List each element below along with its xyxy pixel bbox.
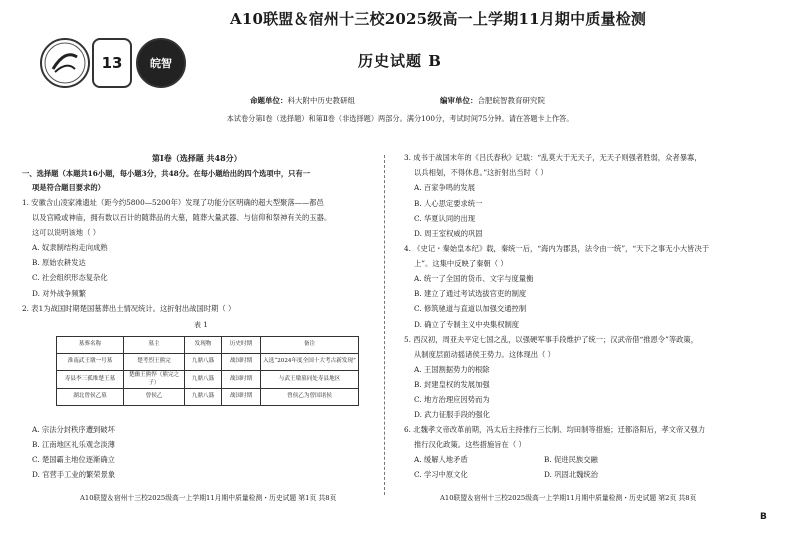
exam-note: 本试卷分第Ⅰ卷（选择题）和第Ⅱ卷（非选择题）两部分。满分100分，考试时间75分钟。请在答题卡上作答。 — [226, 114, 574, 123]
q1-stem-1: 1. 安徽含山凌家滩遗址（距今约5800—5200年）发现了功能分区明确的超大型聚落——都邑 — [22, 198, 324, 207]
q1-option-a: A. 奴隶制结构走向成熟 — [32, 243, 108, 252]
tomb-table — [56, 336, 359, 406]
editor-label: 编审单位： — [440, 96, 478, 105]
q1-option-c: C. 社会组织形态复杂化 — [32, 273, 108, 282]
q3-option-d: D. 周王室权威的巩固 — [414, 229, 483, 238]
table-header: 墓葬名称 — [57, 337, 124, 354]
q1-stem-3: 这可以说明该地（ ） — [32, 228, 100, 237]
exam-subject: 历史试题 B — [358, 52, 442, 70]
q4-option-d: D. 确立了专制主义中央集权制度 — [414, 320, 520, 329]
q5-option-d: D. 武力征服手段的强化 — [414, 410, 490, 419]
q5-stem-1: 5. 西汉初，周亚夫平定七国之乱，以强硬军事手段维护了统一；汉武帝借“推恩令”等政策， — [404, 335, 699, 344]
q1-option-b: B. 原始农耕发达 — [32, 258, 86, 267]
q6-option-d: D. 巩固北魏统治 — [544, 470, 599, 479]
q2-option-d: D. 官营手工业的繁荣景象 — [32, 470, 116, 479]
q5-stem-2: 从制度层面动摇诸侯王势力。这体现出（ ） — [414, 350, 555, 359]
q4-option-b: B. 建立了通过考试选拔官吏的制度 — [414, 289, 527, 298]
proposer-value: 科大附中历史教研组 — [287, 96, 355, 105]
exam-title: A10联盟＆宿州十三校2025级高一上学期11月期中质量检测 — [230, 10, 647, 28]
q6-stem-2: 推行汉化政策。这些措施旨在（ ） — [414, 440, 526, 449]
q2-option-a: A. 宗法分封秩序遭到破坏 — [32, 425, 115, 434]
table-cell: 与武王墩墓同处寿县地区 — [261, 371, 359, 389]
table-cell: 曾侯乙 — [124, 389, 185, 406]
table-cell: 战国时期 — [222, 354, 261, 371]
table-cell: 曾侯乙为曾国诸侯 — [261, 389, 359, 406]
q6-option-b: B. 促进民族交融 — [544, 455, 598, 464]
q3-stem-2: 以兵相刬，不得休息。”这折射出当时（ ） — [414, 168, 548, 177]
table-cell: 淮南武王墩一号墓 — [57, 354, 124, 371]
editor-value: 合肥皖智教育研究院 — [477, 96, 545, 105]
table-cell: 战国时期 — [222, 389, 261, 406]
q6-option-c: C. 学习中原文化 — [414, 470, 468, 479]
q4-stem-2: 上”。这集中反映了秦朝（ ） — [414, 259, 508, 268]
right-page-footer: A10联盟＆宿州十三校2025级高一上学期11月期中质量检测・历史试题 第2页 共8页 — [440, 494, 697, 502]
table-header-row — [57, 337, 359, 354]
q3-option-c: C. 华夏认同的出现 — [414, 214, 476, 223]
table-header: 历史时期 — [222, 337, 261, 354]
q5-option-a: A. 王国割据势力的根除 — [414, 365, 490, 374]
editor-info — [440, 95, 545, 106]
logo-13-text: 13 — [101, 54, 123, 72]
table-header: 发现物 — [185, 337, 222, 354]
proposer-label: 命题单位： — [250, 96, 288, 105]
left-page-footer: A10联盟＆宿州十三校2025级高一上学期11月期中质量检测・历史试题 第1页 共8页 — [80, 494, 337, 502]
table-row — [57, 371, 359, 389]
table-caption: 表 1 — [194, 321, 208, 329]
table-cell: 九鼎八簋 — [185, 354, 222, 371]
q4-option-c: C. 修筑驰道与直道以加强交通控制 — [414, 304, 527, 313]
proposer-info — [250, 95, 355, 106]
version-mark: B — [760, 512, 767, 522]
q2-option-b: B. 江南地区礼乐观念淡薄 — [32, 440, 115, 449]
q4-stem-1: 4. 《史记・秦始皇本纪》载，秦统一后，“海内为郡县，法令由一统”，“天下之事无小大皆决于 — [404, 244, 710, 253]
q2-option-c: C. 楚国霸主地位逐渐确立 — [32, 455, 115, 464]
table-cell: 战国时期 — [222, 371, 261, 389]
table-cell: 寿县李三孤堆楚王墓 — [57, 371, 124, 389]
table-cell: 楚幽王熊悍（熊完之子） — [124, 371, 185, 389]
q6-stem-1: 6. 北魏孝文帝改革前期，冯太后主持推行三长制、均田制等措施；迁都洛阳后，孝文帝又强力 — [404, 425, 706, 434]
table-cell: 楚考烈王熊完 — [124, 354, 185, 371]
q5-option-b: B. 封建皇权的发展加强 — [414, 380, 490, 389]
part-title: 第Ⅰ卷（选择题 共48分） — [152, 153, 242, 163]
q5-option-c: C. 地方治理应因势而为 — [414, 395, 490, 404]
table-cell: 湖北曾侯乙墓 — [57, 389, 124, 406]
q3-option-a: A. 百家争鸣的发展 — [414, 183, 475, 192]
column-divider — [384, 155, 385, 495]
table-cell: 入选“2024年度全国十大考古新发现” — [261, 354, 359, 371]
q4-option-a: A. 统一了全国的货币、文字与度量衡 — [414, 274, 534, 283]
table-header: 备注 — [261, 337, 359, 354]
q3-option-b: B. 人心思定要求统一 — [414, 199, 483, 208]
logo-brand-text: 皖智 — [150, 57, 172, 70]
table-row — [57, 354, 359, 371]
table-cell: 九鼎八簋 — [185, 389, 222, 406]
table-row — [57, 389, 359, 406]
q6-option-a: A. 缓解人地矛盾 — [414, 455, 468, 464]
q1-option-d: D. 对外战争频繁 — [32, 289, 87, 298]
q3-stem-1: 3. 成书于战国末年的《吕氏春秋》记载：“乱莫大于无天子，无天子则强者胜弱，众者暴寡， — [404, 153, 702, 162]
section-instruction-1: 一、选择题（本题共16小题，每小题3分，共48分。在每小题给出的四个选项中，只有一 — [22, 169, 311, 178]
section-instruction-2: 项是符合题目要求的） — [32, 183, 105, 192]
table-cell: 九鼎八簋 — [185, 371, 222, 389]
table-header: 墓主 — [124, 337, 185, 354]
q2-stem-1: 2. 表1为战国时期楚国墓葬出土情况统计。这折射出战国时期（ ） — [22, 304, 236, 313]
q1-stem-2: 以及宫殿或神庙，拥有数以百计的随葬品的大墓，随葬大量武器、与信仰和祭神有关的玉器。 — [32, 213, 332, 222]
